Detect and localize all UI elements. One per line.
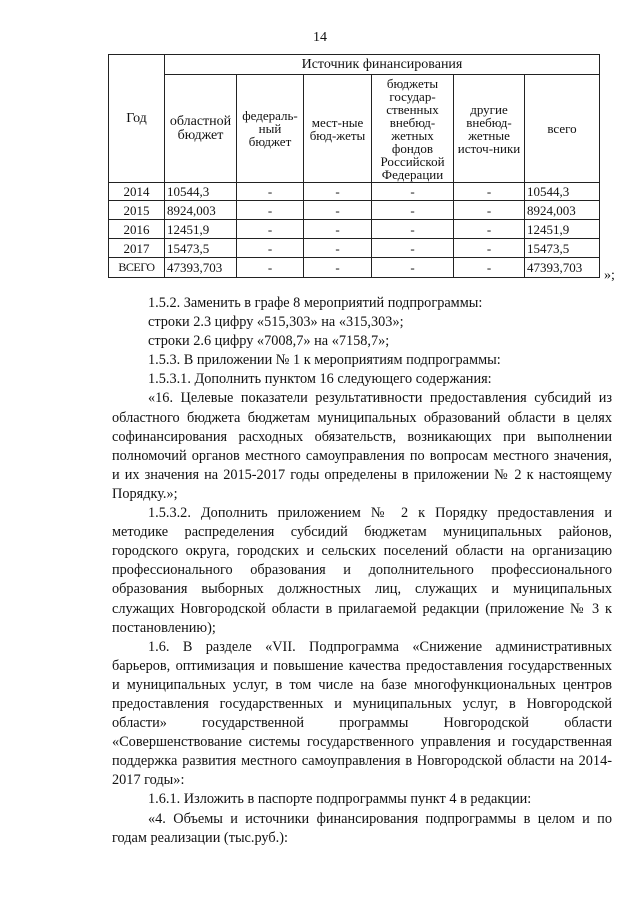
- source-header: Источник финансирования: [165, 55, 600, 75]
- col-header-regional: областной бюджет: [165, 75, 237, 183]
- cell-local: -: [304, 201, 372, 220]
- row-year: 2015: [109, 201, 165, 220]
- year-header: Год: [109, 55, 165, 183]
- paragraph: строки 2.3 цифру «515,303» на «315,303»;: [148, 314, 404, 331]
- paragraph: 1.5.2. Заменить в графе 8 мероприятий подпрограммы:: [148, 295, 483, 311]
- page-number: 14: [313, 30, 327, 45]
- row-year: 2016: [109, 220, 165, 239]
- cell-total: 47393,703: [525, 258, 600, 278]
- table-row: [109, 201, 600, 220]
- cell-regional: 10544,3: [165, 183, 237, 201]
- cell-state-funds: -: [372, 239, 454, 258]
- paragraph: строки 2.6 цифру «7008,7» на «7158,7»;: [148, 333, 390, 350]
- cell-federal: -: [237, 201, 304, 220]
- table-row: [109, 220, 600, 239]
- paragraph: 1.5.3.1. Дополнить пунктом 16 следующего содержания:: [148, 371, 492, 388]
- cell-regional: 8924,003: [165, 201, 237, 220]
- cell-local: -: [304, 183, 372, 201]
- table-row-total: [109, 258, 600, 278]
- cell-other: -: [454, 201, 525, 220]
- cell-state-funds: -: [372, 183, 454, 201]
- col-header-federal: федераль-ный бюджет: [237, 75, 304, 183]
- row-year: 2014: [109, 183, 165, 201]
- cell-regional: 47393,703: [165, 258, 237, 278]
- document-body: [112, 294, 612, 848]
- paragraph: 1.6. В разделе «VII. Подпрограмма «Снижение административных барьеров, оптимизация и повышение качества предоставления государственных и муниципальных услуг, в том числе на базе многофункциональных центров предоставления государственных и муниципальных услуг, в Новгородской области» государственной программы Новгородской области «Совершенствование системы государственного управления и государственная поддержка развития местного самоуправления в Новгородской области на 2014-2017 годы»:: [112, 638, 612, 789]
- table-closing-quote: »;: [604, 268, 615, 283]
- cell-federal: -: [237, 239, 304, 258]
- col-header-state-funds: бюджеты государ-ственных внебюд-жетных фондов Российской Федерации: [372, 75, 454, 183]
- financing-table: [108, 54, 600, 278]
- cell-total: 8924,003: [525, 201, 600, 220]
- cell-federal: -: [237, 258, 304, 278]
- col-header-other: другие внебюд-жетные источ-ники: [454, 75, 525, 183]
- cell-total: 10544,3: [525, 183, 600, 201]
- paragraph: 1.6.1. Изложить в паспорте подпрограммы пункт 4 в редакции:: [148, 791, 532, 808]
- cell-state-funds: -: [372, 258, 454, 278]
- paragraph: «4. Объемы и источники финансирования подпрограммы в целом и по годам реализации (тыс.руб.):: [112, 810, 612, 846]
- cell-regional: 15473,5: [165, 239, 237, 258]
- col-header-local: мест-ные бюд-жеты: [304, 75, 372, 183]
- cell-regional: 12451,9: [165, 220, 237, 239]
- cell-local: -: [304, 239, 372, 258]
- col-header-total: всего: [525, 75, 600, 183]
- paragraph: «16. Целевые показатели результативности предоставления субсидий из областного бюджета бюджетам муниципальных образований области в целях софинансирования расходных обязательств, возникающих при выполнении полномочий органов местного самоуправления по вопросам местного значения, и их значения на 2015-2017 годы определены в приложении № 2 к настоящему Порядку.»;: [112, 390, 612, 502]
- paragraph: 1.5.3.2. Дополнить приложением № 2 к Порядку предоставления и методике распределения субсидий бюджетам муниципальных районов, городского округа, городских и сельских поселений области на организацию профессионального образования и дополнительного профессионального образования выборных должностных лиц, служащих и муниципальных служащих Новгородской области в прилагаемой редакции (приложение № 3 к постановлению);: [112, 505, 612, 636]
- table-row: [109, 239, 600, 258]
- cell-other: -: [454, 183, 525, 201]
- cell-local: -: [304, 258, 372, 278]
- cell-total: 12451,9: [525, 220, 600, 239]
- cell-federal: -: [237, 220, 304, 239]
- cell-other: -: [454, 220, 525, 239]
- cell-other: -: [454, 239, 525, 258]
- cell-total: 15473,5: [525, 239, 600, 258]
- cell-federal: -: [237, 183, 304, 201]
- cell-state-funds: -: [372, 201, 454, 220]
- table-row: [109, 183, 600, 201]
- cell-local: -: [304, 220, 372, 239]
- paragraph: 1.5.3. В приложении № 1 к мероприятиям подпрограммы:: [148, 352, 501, 369]
- cell-other: -: [454, 258, 525, 278]
- row-year: 2017: [109, 239, 165, 258]
- row-year: ВСЕГО: [109, 258, 165, 278]
- cell-state-funds: -: [372, 220, 454, 239]
